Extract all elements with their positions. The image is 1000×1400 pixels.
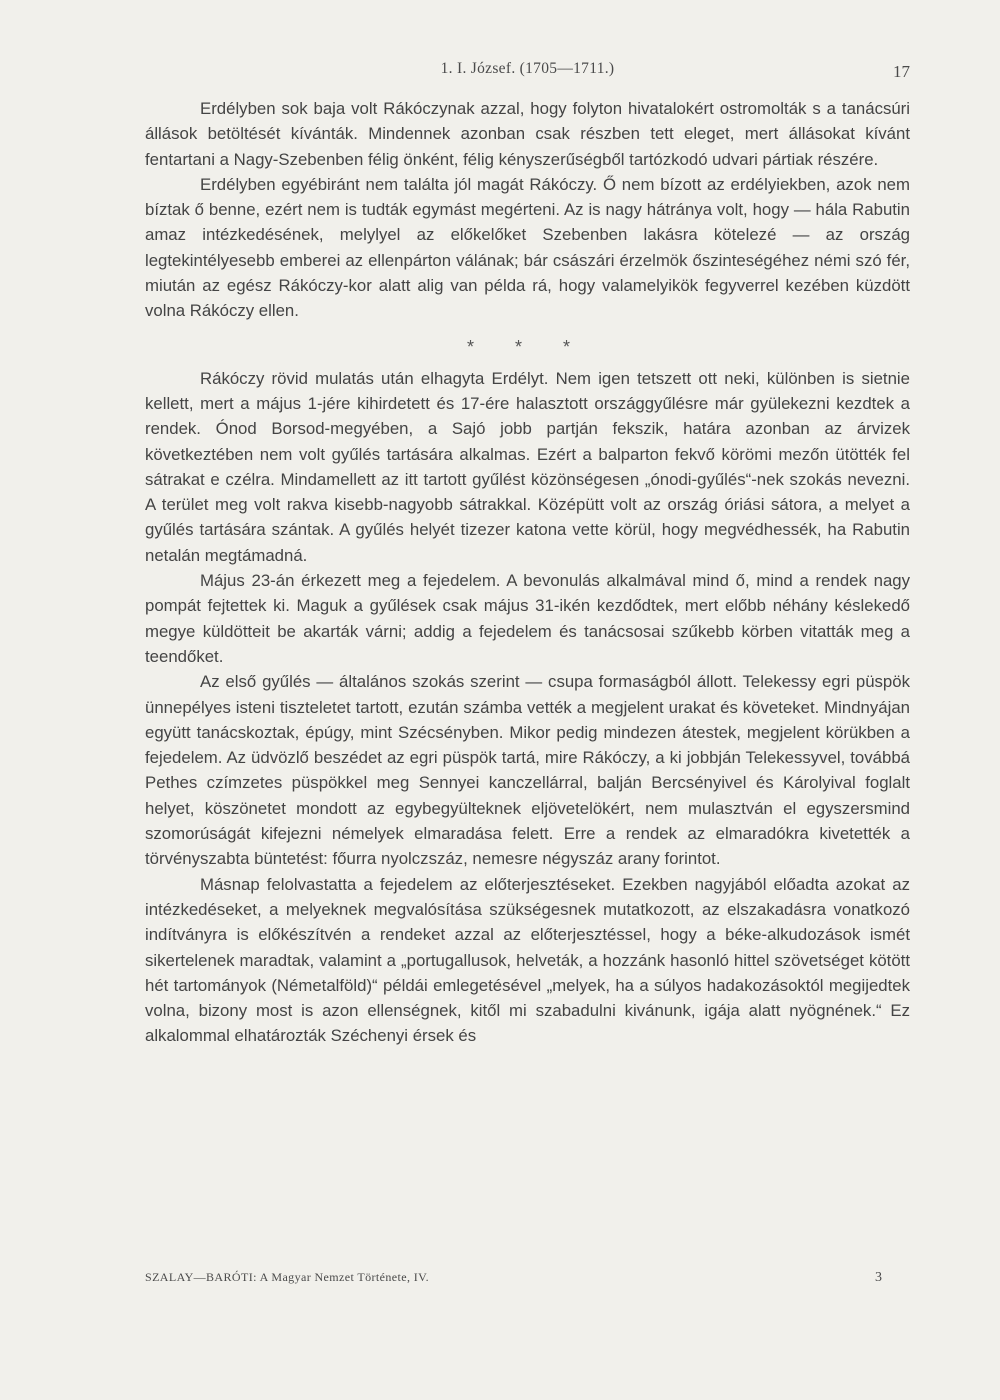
paragraph: Az első gyűlés — általános szokás szerint — csupa formaságból állott. Telekessy egri püspök ünnepélyes isteni tiszteletet tartott, ezután számba vették a megjelent urakat és követeket. Mindnyájan együtt tanácskoztak, épúgy, mint Szécsényben. Mikor pedig mindezen átestek, megjelent körükben a fejedelem. Az üdvözlő beszédet az egri püspök tartá, mire Rákóczy, a ki jobbján Telekessyvel, továbbá Pethes czímzetes püspökkel meg Sennyei kanczellárral, balján Bercsényivel és Károlyival foglalt helyet, köszönetet mondott az egybegyülteknek eljövetelökért, nem mulasztván el egyszersmind szomorúságát kifejezni némelyek elmaradása felett. Erre a rendek az elmaradókra kivetették a törvényszabta büntetést: főurra nyolczszáz, nemesre négyszáz arany forintot.: [145, 672, 910, 869]
body-text: [145, 96, 910, 1049]
signature-mark: 3: [875, 1270, 882, 1285]
paragraph: Erdélyben egyébiránt nem találta jól magát Rákóczy. Ő nem bízott az erdélyiekben, azok nem bíztak ő benne, ezért nem is tudták egymást megérteni. Az is nagy hátránya volt, hogy — hála Rabutin amaz intézkedésének, melylyel az előkelőket Szebenben lakásra kötelezé — az ország legtekintélyesebb emberei az ellenpárton válának; bár császári érzelmök őszinteségéhez némi szó fér, miután az egész Rákóczy-kor alatt alig van példa rá, hogy valamelyikök fegyverrel kezében küzdött volna Rákóczy ellen.: [145, 174, 910, 321]
paragraph: Erdélyben sok baja volt Rákóczynak azzal, hogy folyton hivatalokért ostromolták s a tanácsúri állások betöltését kívánták. Mindennek azonban csak részben tett eleget, mert állásokat kívánt fentartani a Nagy-Szebenben félig önként, félig kényszerűségből tartózkodó udvari pártiak részére.: [145, 99, 910, 169]
paragraph: Rákóczy rövid mulatás után elhagyta Erdélyt. Nem igen tetszett ott neki, különben is sietnie kellett, mert a május 1-jére kihirdetett és 17-ére halasztott országgyűlésre már gyülekezni kezdtek a rendek. Ónod Borsod-megyében, a Sajó jobb partján fekszik, határa azonban az árvizek következtében nem volt gyűlés tartására alkalmas. Ezért a balparton fekvő körömi mezőn ütötték fel sátrakat e czélra. Mindamellett az itt tartott gyűlést közönségesen „ónodi-gyűlés“-nek szokás nevezni. A terület meg volt rakva kisebb-nagyobb sátrakkal. Középütt volt az ország óriási sátora, a melyet a gyűlés tartására szántak. A gyűlés helyét tizezer katona vette körül, hogy megvédhessék, ha Rabutin netalán megtámadná.: [145, 368, 910, 565]
footer-citation: SZALAY—BARÓTI: A Magyar Nemzet Története, IV.: [145, 1270, 430, 1284]
paragraph: Másnap felolvastatta a fejedelem az előterjesztéseket. Ezekben nagyjából előadta azokat az intézkedéseket, a melyeknek megvalósítása szükségesnek mutatkozott, az elszakadásra vonatkozó indítványra is előkészítvén a rendeket azzal az előterjesztéssel, hogy a béke-alkudozások ismét sikertelenek maradtak, valamint a „portugallusok, helveták, a hozzánk hasonló hittel szövetséget kötött hét tartományok (Németalföld)“ példái emlegetésével „melyek, ha a súlyos hadakozásoktól megijedtek volna, bizony most is azon ellenségnek, kitől mi szabadulni kivánunk, igája alatt nyögnének.“ Ez alkalommal elhatározták Széchenyi érsek és: [145, 874, 910, 1046]
running-head: 1. I. József. (1705—1711.): [440, 60, 615, 77]
page-header: [145, 60, 910, 86]
page-footer: [145, 1270, 910, 1292]
page-number: 17: [893, 62, 910, 81]
paragraph: Május 23-án érkezett meg a fejedelem. A bevonulás alkalmával mind ő, mind a rendek nagy pompát fejtettek ki. Maguk a gyűlések csak május 31-ikén kezdődtek, mert előbb néhány késlekedő megye küldötteit be akarták várni; addig a fejedelem és tanácsosai szűkebb körben vitatták meg a teendőket.: [145, 571, 910, 666]
section-separator: * * *: [466, 336, 589, 357]
